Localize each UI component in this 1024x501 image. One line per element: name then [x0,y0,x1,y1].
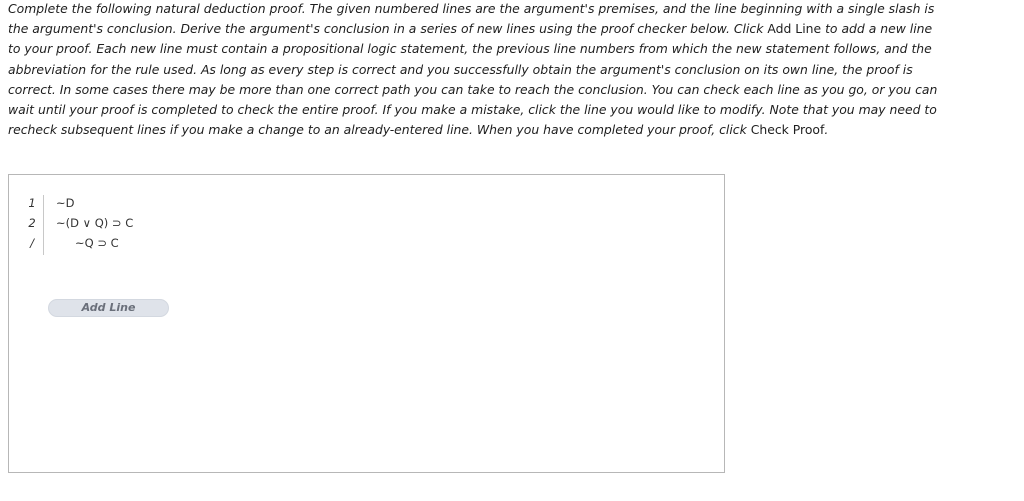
proof-checker [8,174,725,473]
instructions-part2: to add a new line to your proof. Each new line must contain a propositional logic statement, the previous line numbers from which the new statement follows, and the abbreviation for the rule used. As long as every step is correct and you successfully obtain the argument's conclusion on its own line, the proof is correct. In some cases there may be more than one correct path you can take to reach the conclusion. You can check each line as you go, or you can wait until your proof is completed to check the entire proof. If you make a mistake, click the line you would like to modify. Note that you may need to recheck subsequent lines if you make a change to an already-entered line. When you have completed your proof, click [8,21,938,138]
line-number-2: 2 [28,216,36,230]
add-line-reference: Add Line [767,21,822,37]
line-number-1: 1 [28,196,36,210]
check-proof-reference: Check Proof [750,122,825,138]
conclusion-marker: / [30,236,34,250]
conclusion-statement: ~Q ⊃ C [75,236,119,250]
add-line-button[interactable]: Add Line [48,299,169,317]
premise-2-statement: ~(D ∨ Q) ⊃ C [56,216,134,230]
premise-1-statement: ~D [56,196,75,210]
instructions-part3: . [824,122,829,138]
line-number-column [27,195,44,255]
instructions-text [8,0,948,140]
instructions-part1: Complete the following natural deduction proof. The given numbered lines are the argument's premises, and the line beginning with a single slash is the argument's conclusion. Derive the argument's conclusion in a series of new lines using the proof checker below. Click [8,1,935,37]
